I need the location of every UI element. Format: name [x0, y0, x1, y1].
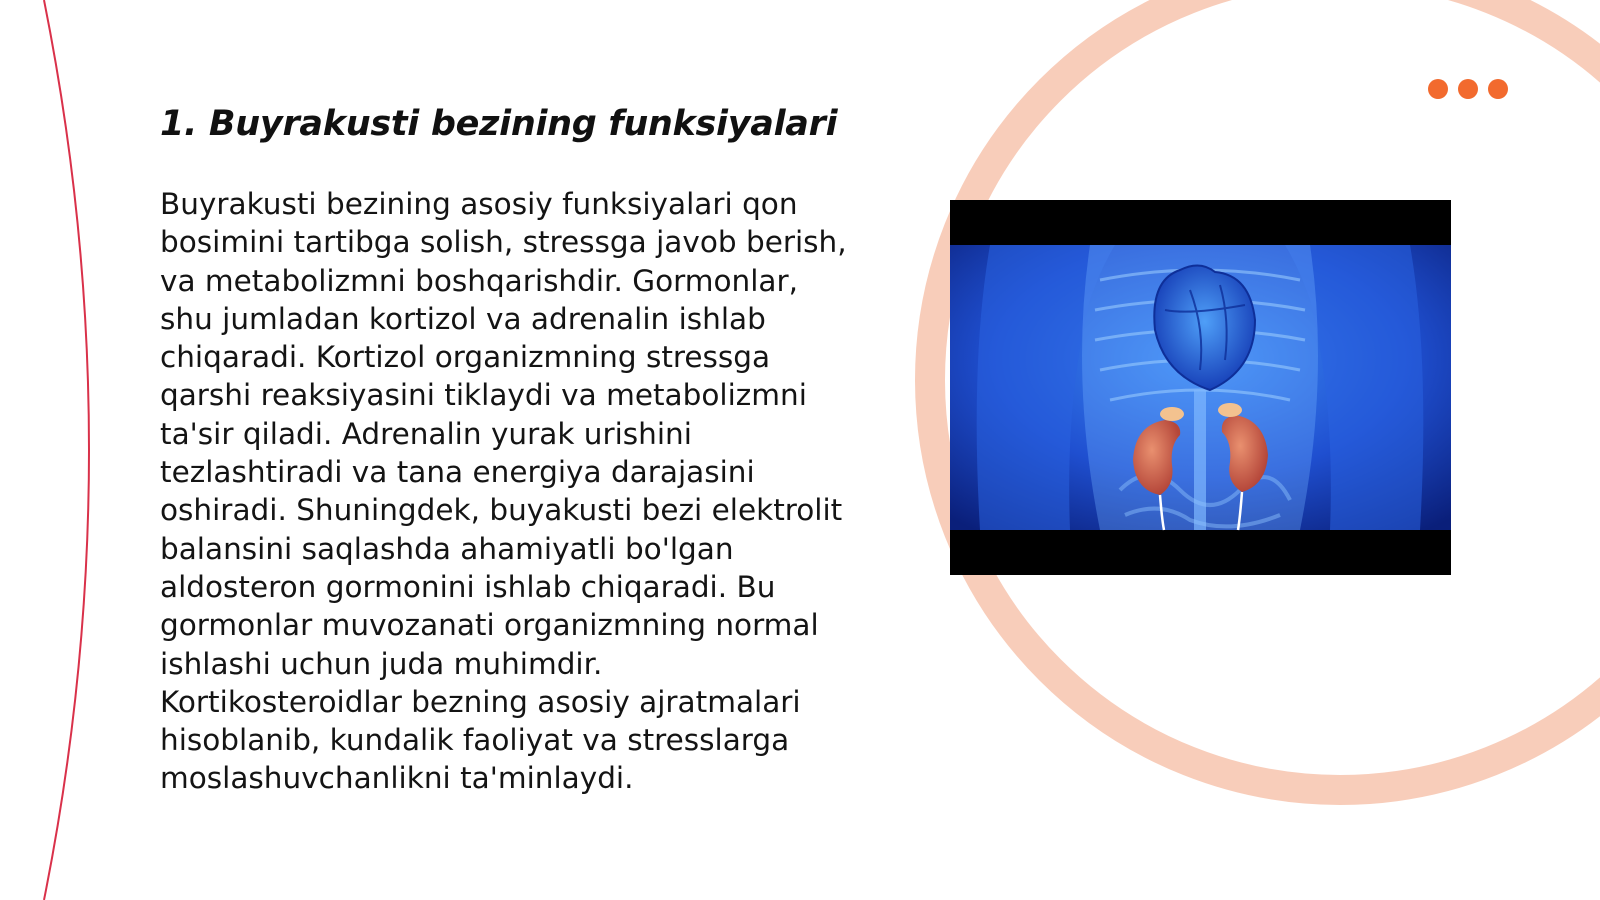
- anatomy-illustration-icon: [950, 200, 1451, 575]
- dots-icon: [1428, 79, 1508, 99]
- dot-1: [1428, 79, 1448, 99]
- left-curve-line: [44, 0, 89, 900]
- dot-2: [1458, 79, 1478, 99]
- anatomy-image: [950, 200, 1451, 575]
- slide-body-text: Buyrakusti bezining asosiy funksiyalari qon bosimini tartibga solish, stressga javob berish, va metabolizmni boshqarishdir. Gormonlar, shu jumladan kortizol va adrenalin ishlab chiqaradi. Kortizol organizmning stressga qarshi reaksiyasini tiklaydi va metabolizmni ta'sir qiladi. Adrenalin yurak urishini tezlashtiradi va tana energiya darajasini oshiradi. Shuningdek, buyakusti bezi elektrolit balansini saqlashda ahamiyatli bo'lgan aldosteron gormonini ishlab chiqaradi. Bu gormonlar muvozanati organizmning normal ishlashi uchun juda muhimdir. Kortikosteroidlar bezning asosiy ajratmalari hisoblanib, kundalik faoliyat va stresslarga moslashuvchanlikni ta'minlaydi.: [160, 187, 847, 796]
- dot-3: [1488, 79, 1508, 99]
- slide-title: 1. Buyrakusti bezining funksiyalari: [160, 104, 838, 144]
